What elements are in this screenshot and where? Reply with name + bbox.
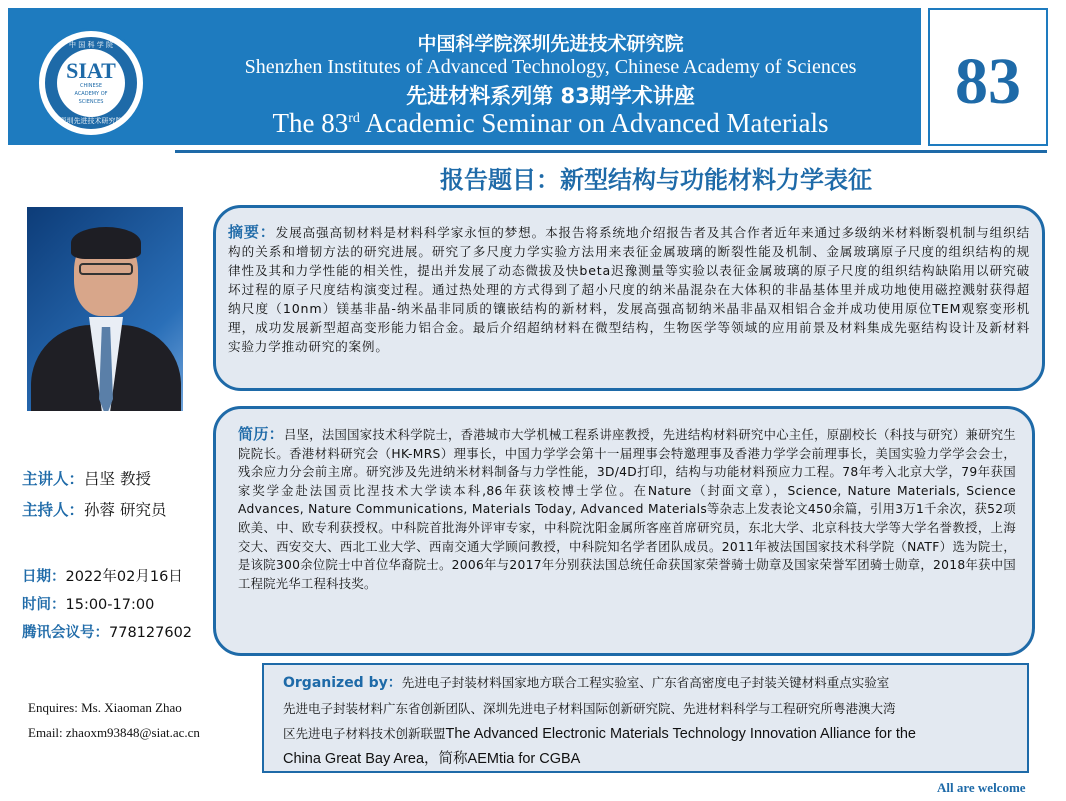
abstract-box: [213, 205, 1045, 391]
seminar-title-en-pre: The 83: [272, 108, 349, 138]
date-value: 2022年02月16日: [65, 569, 183, 585]
organizer-line2: 先进电子封装材料广东省创新团队、深圳先进电子材料国际创新研究院、先进材料科学与工程研究所粤港澳大湾: [283, 701, 896, 716]
logo-line3: SCIENCES: [78, 99, 104, 105]
abstract-text: 发展高强高韧材料是材料科学家永恒的梦想。本报告将系统地介绍报告者及其合作者近年来通过多级纳米材料断裂机制与组织结构的关系和增韧方法的研究进展。研究了多尺度力学实验方法用来表征金属玻璃的断裂性能及机制、金属玻璃原子尺度的组织结构的规律性及其和力学性能的相关性，提出并发展了动态微拔及快beta迟豫测量等实验以表征金属玻璃的原子尺度的组织结构缺陷用以研究破坏过程的原子尺度结构演变过程。通过热处理的方式得到了超小尺度的纳米晶混杂在大体积的非晶基体里并成功地使用磁控溅射获得超纳尺度（10nm）镁基非晶-纳米晶非同质的镶嵌结构的新材料，发展高强高韧纳米晶非晶双相铝合金并成功使用原位TEM观察变形机理，成功发展新型超高变形能力铝合金。最后介绍超纳材料在微型结构，生物医学等领域的应用前景及材料集成先驱结构设计及新材料实验力学推动研究的案例。: [228, 225, 1030, 354]
organizer-label: Organized by：: [283, 675, 402, 691]
meeting-label: 腾讯会议号：: [22, 625, 109, 641]
speaker-line: [22, 467, 151, 489]
organizer-line3-en: The Advanced Electronic Materials Technology Innovation Alliance for the: [445, 726, 916, 742]
speaker-value: 吕坚 教授: [84, 470, 151, 488]
institute-name-cn: 中国科学院深圳先进技术研究院: [417, 33, 684, 55]
date-line: [22, 565, 183, 586]
bio-box: [213, 406, 1035, 656]
organizer-line4: China Great Bay Area，简称AEMtia for CGBA: [283, 751, 581, 767]
speaker-label: 主讲人：: [22, 470, 85, 488]
photo-glasses: [79, 263, 133, 275]
date-label: 日期：: [22, 569, 66, 585]
organizer-line3-cn: 区先进电子材料技术创新联盟: [283, 726, 446, 741]
enquires-text: Enquires: Ms. Xiaoman Zhao: [28, 700, 182, 715]
time-line: [22, 593, 154, 614]
organizer-line1: [283, 670, 1013, 696]
organizer-line1-text: 先进电子封装材料国家地方联合工程实验室、广东省高密度电子封装关键材料重点实验室: [401, 675, 890, 690]
meeting-value: 778127602: [109, 625, 193, 641]
header-divider: [175, 150, 1047, 153]
bio-text: 吕坚，法国国家技术科学院士，香港城市大学机械工程系讲座教授，先进结构材料研究中心主任，原副校长（科技与研究）兼研究生院院长。香港材料研究会（HK-MRS）理事长，中国力学学会第十一届理事会特邀理事及香港力学学会前理事长，美国实验力学学会会士，残余应力分会前主席。研究涉及先进纳米材料制备与力学性能，3D/4D打印，结构与功能材料预应力工程。78年考入北京大学，79年获国家奖学金赴法国贡比涅技术大学读本科,86年获该校博士学位。在Nature（封面文章），Science, Nature Materials, Science Advances, Nature Communications, Materials Today, Advanced Materials等杂志上发表论文450余篇，引用3万1千余次，获52项欧美、中、欧专利获授权。中科院首批海外评审专家，中科院沈阳金属所客座首席研究员，东北大学、北京科技大学等大学名誉教授，上海交大、西安交大、西北工业大学、西南交通大学顾问教授，中科院知名学者团队成员。2011年被法国国家技术科学院（NATF）选为院士，是该院300余位院士中首位华裔院士。2006年与2017年分别获法国总统任命获国家荣誉骑士勋章及国家荣誉军团骑士勋章，2018年获中国工程院光华工程科技奖。: [238, 428, 1017, 591]
abstract-paragraph: [228, 223, 1030, 356]
seminar-title-en: [158, 108, 943, 139]
organizer-line3: [283, 721, 1013, 747]
time-value: 15:00-17:00: [65, 597, 155, 613]
bio-label: 简历：: [238, 425, 284, 443]
meeting-line: [22, 621, 192, 642]
seminar-number-box: [928, 8, 1048, 146]
logo-arc-top: 中 国 科 学 院: [69, 41, 113, 49]
abstract-label: 摘要：: [228, 223, 276, 241]
host-value: 孙蓉 研究员: [84, 501, 167, 519]
time-label: 时间：: [22, 597, 66, 613]
welcome-text: All are welcome: [937, 780, 1026, 795]
speaker-photo: [27, 207, 183, 411]
host-label: 主持人：: [22, 501, 85, 519]
photo-hair: [71, 227, 141, 259]
seminar-title-en-sup: rd: [348, 111, 360, 126]
logo-abbr: SIAT: [66, 58, 116, 83]
institute-name-en: Shenzhen Institutes of Advanced Technology, Chinese Academy of Sciences: [244, 56, 857, 78]
seminar-title-en-post: Academic Seminar on Advanced Materials: [359, 108, 829, 138]
report-topic: 报告题目：新型结构与功能材料力学表征: [440, 166, 872, 194]
siat-logo: [36, 28, 146, 138]
email-text: Email: zhaoxm93848@siat.ac.cn: [28, 725, 200, 740]
host-line: [22, 498, 166, 520]
header-banner: [8, 8, 921, 145]
logo-line1: CHINESE: [80, 83, 102, 89]
seminar-number: 83: [955, 45, 1021, 118]
logo-core: [57, 49, 125, 117]
seminar-title-cn: 先进材料系列第 83期学术讲座: [406, 84, 695, 108]
organizer-box: [262, 663, 1029, 773]
logo-line2: ACADEMY OF: [74, 91, 108, 97]
bio-paragraph: [238, 425, 1016, 593]
logo-arc-bottom: 深圳先进技术研究院: [59, 117, 123, 125]
